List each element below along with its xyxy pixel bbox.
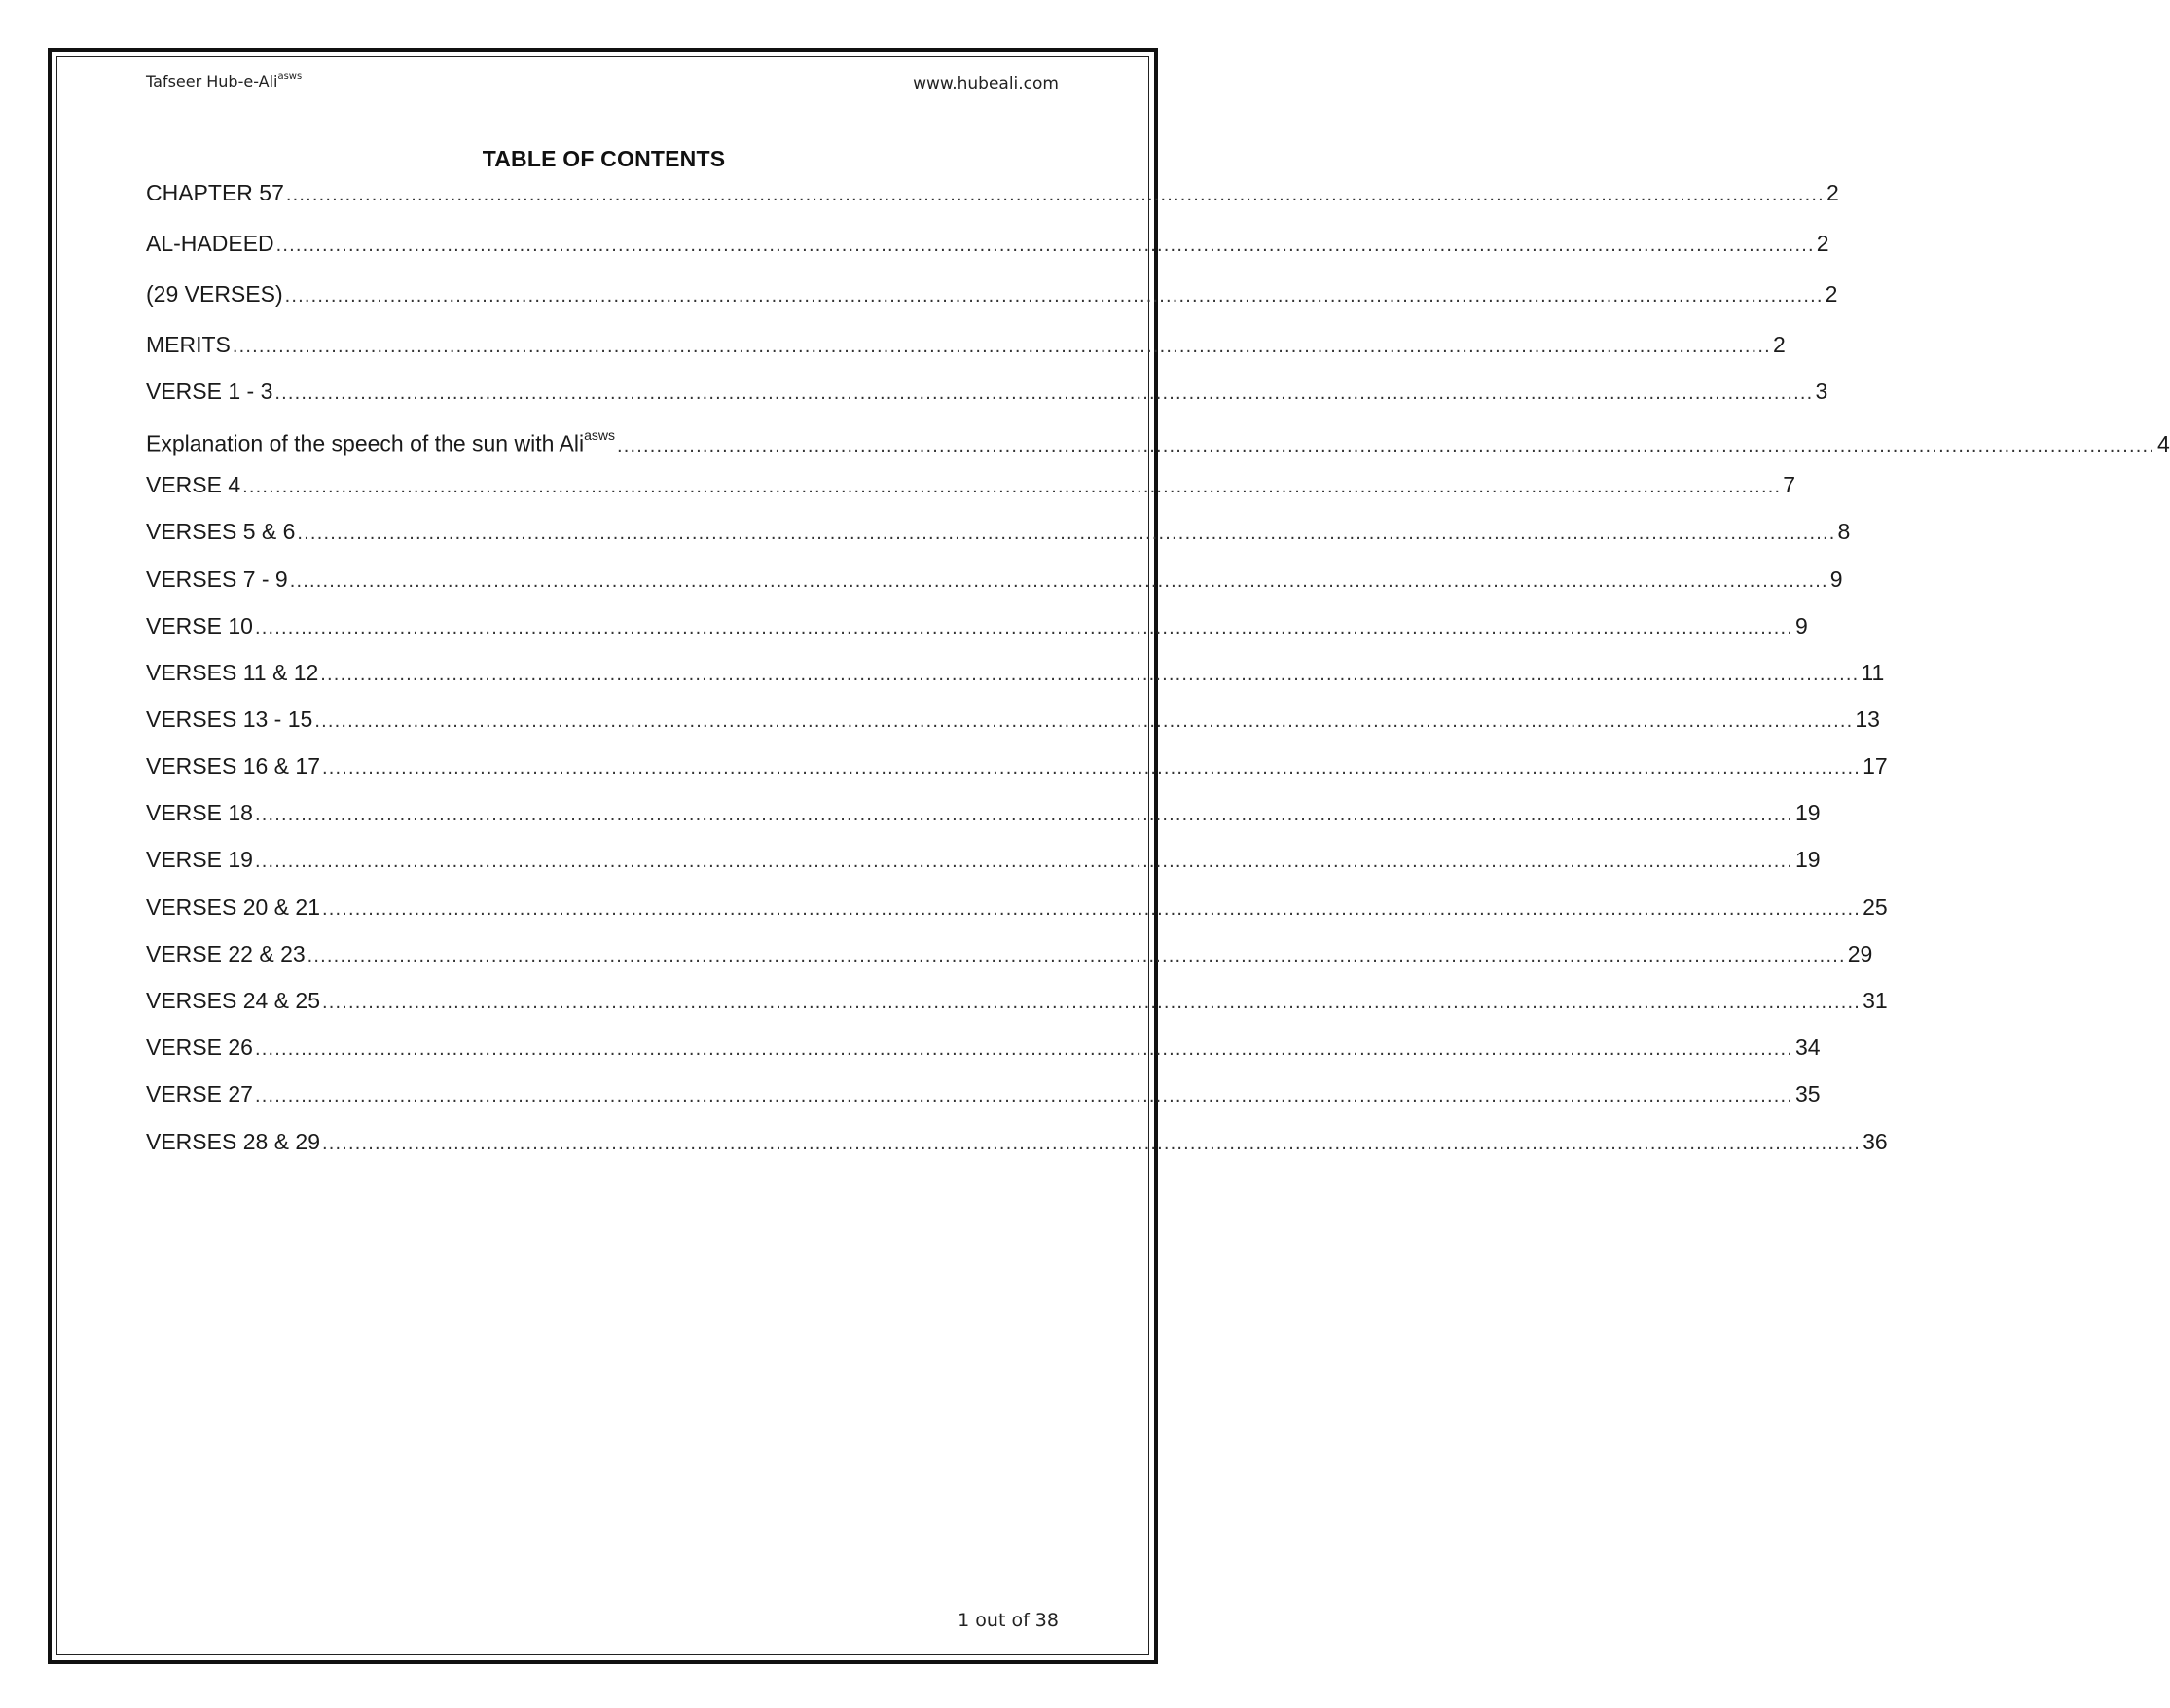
toc-entry[interactable] xyxy=(146,705,1880,734)
toc-entry-label xyxy=(146,178,284,207)
toc-dot-leader: .......................................................................................................................................................................................................................................... xyxy=(242,476,1782,497)
toc-entry-label xyxy=(146,1127,320,1156)
toc-dot-leader: .......................................................................................................................................................................................................................................... xyxy=(232,336,1771,357)
toc-entry-label-text: (29 VERSES) xyxy=(146,281,283,307)
header-book-title-text: Tafseer Hub-e-Ali xyxy=(146,72,278,91)
toc-entry[interactable] xyxy=(146,1127,1888,1156)
toc-entry[interactable] xyxy=(146,892,1888,922)
toc-entry-label xyxy=(146,229,274,258)
toc-entry-page-number: 4 xyxy=(2157,430,2170,456)
toc-entry-label xyxy=(146,1079,253,1108)
toc-entry[interactable] xyxy=(146,330,1786,359)
toc-entry-page-number: 2 xyxy=(1826,180,1839,205)
toc-entry-label-text: MERITS xyxy=(146,332,231,357)
toc-entry-label-text: VERSE 19 xyxy=(146,847,253,872)
toc-dot-leader: .......................................................................................................................................................................................................................................... xyxy=(284,285,1824,307)
toc-entry-label-text: VERSE 22 & 23 xyxy=(146,941,306,966)
toc-dot-leader: .......................................................................................................................................................................................................................................... xyxy=(322,992,1862,1013)
toc-entry[interactable] xyxy=(146,423,2170,456)
toc-entry-label-text: VERSES 20 & 21 xyxy=(146,894,320,920)
toc-entry[interactable] xyxy=(146,377,1828,406)
toc-dot-leader: .......................................................................................................................................................................................................................................... xyxy=(285,184,1825,205)
toc-entry[interactable] xyxy=(146,279,1838,309)
toc-entry-label-text: VERSES 5 & 6 xyxy=(146,519,296,544)
toc-entry-label xyxy=(146,892,320,922)
toc-entry-page-number: 7 xyxy=(1783,472,1796,497)
toc-entry-page-number: 35 xyxy=(1795,1081,1821,1107)
toc-entry-page-number: 19 xyxy=(1795,800,1821,825)
toc-entry-label xyxy=(146,279,283,309)
toc-entry-label xyxy=(146,1033,253,1062)
toc-entry-label-text: VERSES 28 & 29 xyxy=(146,1129,320,1154)
toc-dot-leader: .......................................................................................................................................................................................................................................... xyxy=(297,523,1836,544)
toc-entry-label xyxy=(146,845,253,874)
toc-dot-leader: .......................................................................................................................................................................................................................................... xyxy=(254,804,1794,825)
toc-entry-label xyxy=(146,611,253,640)
toc-title: TABLE OF CONTENTS xyxy=(482,146,726,171)
toc-entry-label-text: VERSE 10 xyxy=(146,613,253,638)
toc-entry-label-text: CHAPTER 57 xyxy=(146,180,284,205)
toc-entry-label-text: VERSES 24 & 25 xyxy=(146,988,320,1013)
toc-entry-page-number: 2 xyxy=(1816,231,1829,256)
toc-entry-label xyxy=(146,798,253,827)
toc-entry-page-number: 2 xyxy=(1772,332,1786,357)
toc-entry-label xyxy=(146,330,231,359)
toc-dot-leader: .......................................................................................................................................................................................................................................... xyxy=(322,757,1862,779)
toc-entry-page-number: 2 xyxy=(1825,281,1838,307)
toc-entry[interactable] xyxy=(146,751,1888,781)
toc-entry[interactable] xyxy=(146,1033,1821,1062)
toc-entry[interactable] xyxy=(146,470,1796,499)
toc-dot-leader: .......................................................................................................................................................................................................................................... xyxy=(322,1133,1862,1154)
toc-entry[interactable] xyxy=(146,564,1843,594)
toc-entry-label-sup: asws xyxy=(584,427,615,443)
toc-entry-label xyxy=(146,377,272,406)
toc-entry[interactable] xyxy=(146,611,1808,640)
toc-entry-label-text: VERSE 1 - 3 xyxy=(146,379,273,404)
toc-dot-leader: .......................................................................................................................................................................................................................................... xyxy=(314,710,1854,732)
toc-entry-label-text: VERSE 27 xyxy=(146,1081,253,1107)
toc-entry-page-number: 9 xyxy=(1795,613,1808,638)
header-website: www.hubeali.com xyxy=(913,74,1059,93)
toc-entry-label-text: VERSES 16 & 17 xyxy=(146,753,320,779)
toc-entry-label-text: VERSE 26 xyxy=(146,1035,253,1060)
toc-entry[interactable] xyxy=(146,1079,1821,1108)
toc-entry[interactable] xyxy=(146,798,1821,827)
toc-entry-page-number: 17 xyxy=(1863,753,1888,779)
toc-entry-label xyxy=(146,939,306,968)
toc-entry[interactable] xyxy=(146,939,1873,968)
toc-entry[interactable] xyxy=(146,658,1885,687)
toc-entry-label xyxy=(146,470,240,499)
toc-entry-label-text: VERSES 13 - 15 xyxy=(146,707,313,732)
toc-entry[interactable] xyxy=(146,517,1851,546)
toc-entry-label-text: VERSES 11 & 12 xyxy=(146,660,319,685)
toc-entry-label xyxy=(146,705,312,734)
toc-entry-page-number: 31 xyxy=(1863,988,1888,1013)
toc-entry-page-number: 25 xyxy=(1863,894,1888,920)
toc-entry[interactable] xyxy=(146,229,1829,258)
toc-dot-leader: .......................................................................................................................................................................................................................................... xyxy=(274,382,1814,404)
toc-entry[interactable] xyxy=(146,178,1839,207)
toc-dot-leader: .......................................................................................................................................................................................................................................... xyxy=(322,898,1862,920)
toc-entry-label xyxy=(146,658,318,687)
toc-entry-page-number: 11 xyxy=(1861,660,1885,685)
toc-dot-leader: .......................................................................................................................................................................................................................................... xyxy=(254,1038,1794,1060)
toc-dot-leader: .......................................................................................................................................................................................................................................... xyxy=(254,851,1794,872)
toc-entry[interactable] xyxy=(146,845,1821,874)
header-book-title-sup: asws xyxy=(277,70,303,82)
toc-entry-label xyxy=(146,986,320,1015)
toc-dot-leader: .......................................................................................................................................................................................................................................... xyxy=(254,617,1794,638)
toc-entry-label-text: VERSE 4 xyxy=(146,472,241,497)
toc-entry-label-text: VERSE 18 xyxy=(146,800,253,825)
toc-entry-label xyxy=(146,423,615,458)
toc-entry-page-number: 3 xyxy=(1815,379,1828,404)
toc-entry-label-text: AL-HADEED xyxy=(146,231,274,256)
toc-dot-leader: .......................................................................................................................................................................................................................................... xyxy=(616,434,2156,456)
header-book-title xyxy=(146,72,302,91)
toc-entry-page-number: 13 xyxy=(1855,707,1880,732)
toc-dot-leader: .......................................................................................................................................................................................................................................... xyxy=(320,664,1860,685)
toc-entry-label-text: VERSES 7 - 9 xyxy=(146,566,288,592)
toc-entry-page-number: 9 xyxy=(1829,566,1843,592)
toc-entry-page-number: 19 xyxy=(1795,847,1821,872)
footer-page-indicator: 1 out of 38 xyxy=(958,1610,1059,1631)
toc-entry-label-text: Explanation of the speech of the sun with Ali xyxy=(146,430,585,456)
toc-dot-leader: .......................................................................................................................................................................................................................................... xyxy=(289,570,1828,592)
toc-entry-label xyxy=(146,564,288,594)
toc-dot-leader: .......................................................................................................................................................................................................................................... xyxy=(275,235,1815,256)
toc-dot-leader: .......................................................................................................................................................................................................................................... xyxy=(307,945,1846,966)
toc-entry-page-number: 36 xyxy=(1863,1129,1888,1154)
toc-dot-leader: .......................................................................................................................................................................................................................................... xyxy=(254,1085,1794,1107)
toc-entry-label xyxy=(146,517,295,546)
toc-entry-page-number: 29 xyxy=(1847,941,1873,966)
toc-entry-page-number: 8 xyxy=(1837,519,1851,544)
toc-entry-label xyxy=(146,751,320,781)
toc-entry[interactable] xyxy=(146,986,1888,1015)
toc-entry-page-number: 34 xyxy=(1795,1035,1821,1060)
